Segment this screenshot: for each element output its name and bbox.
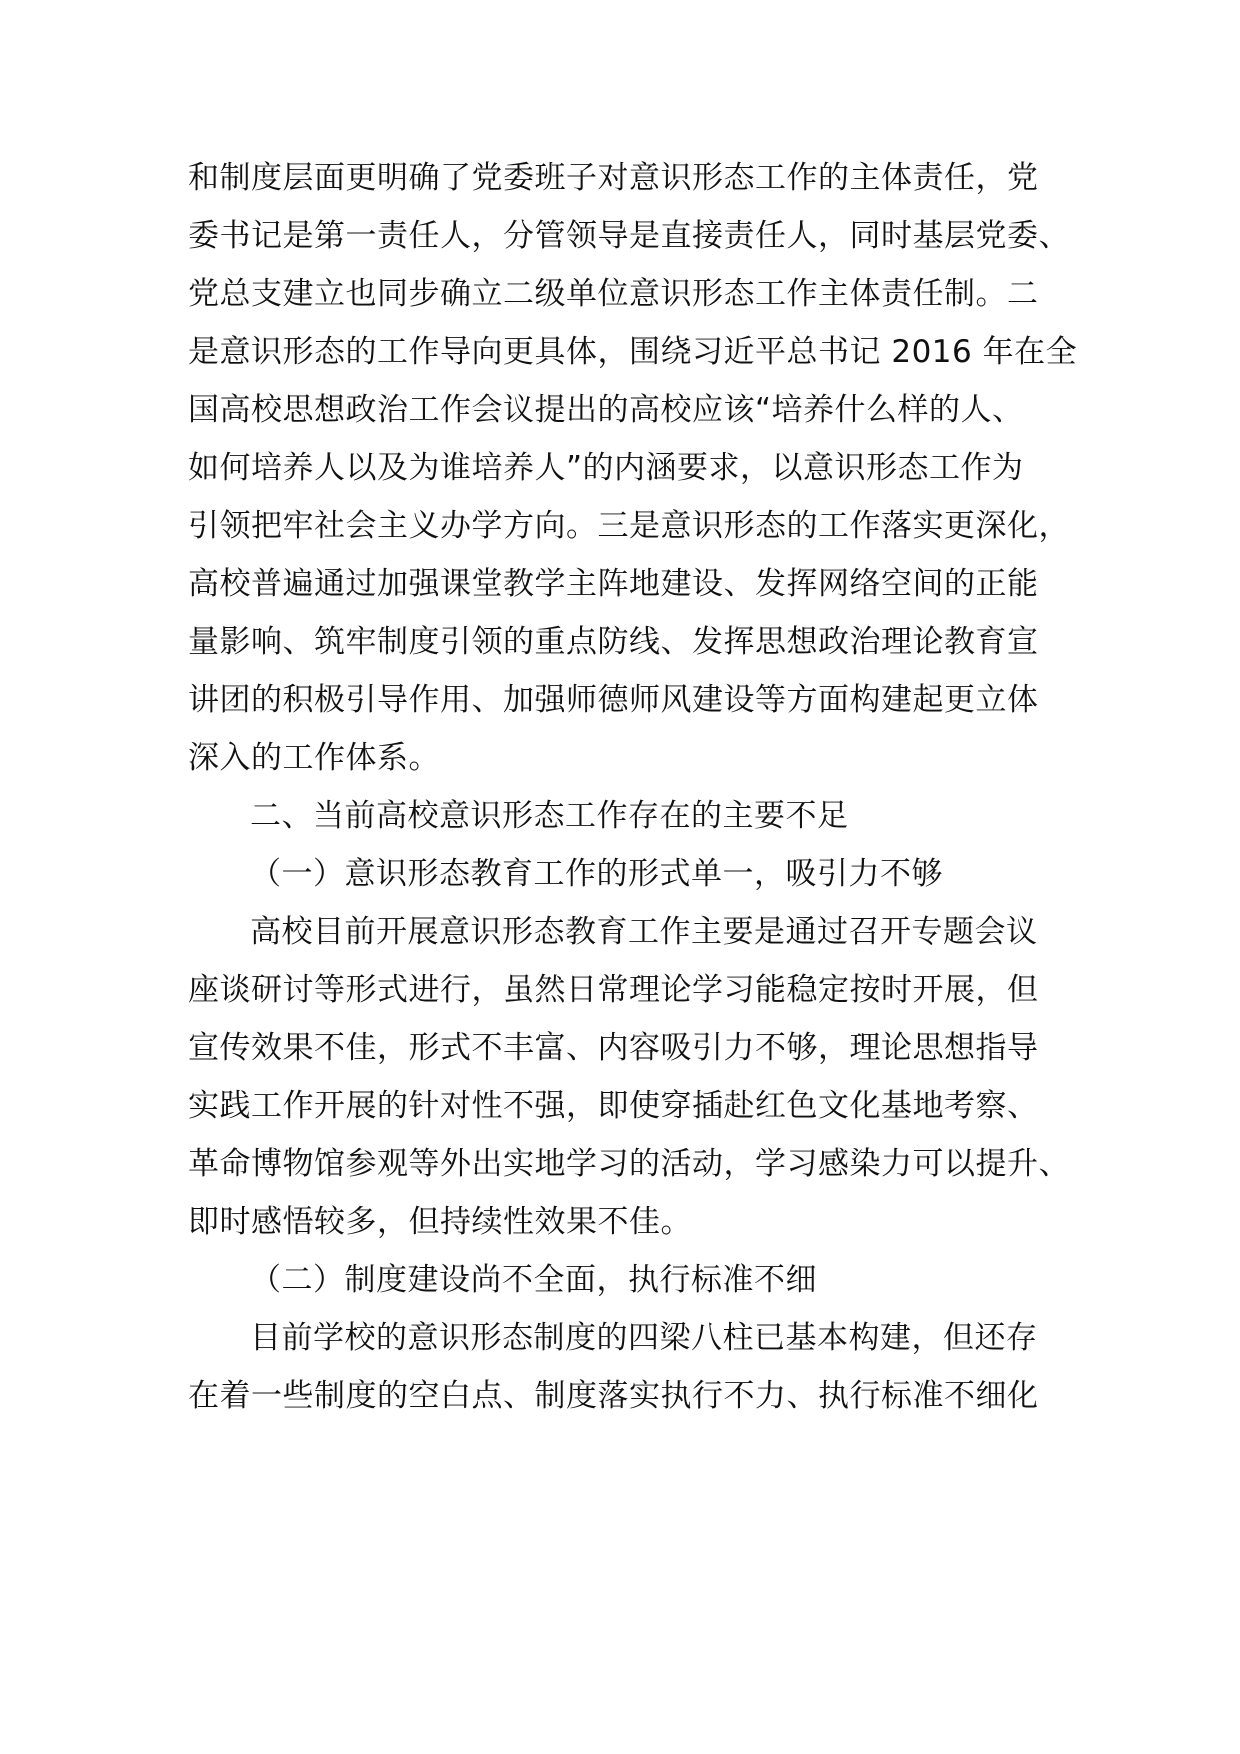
subsection-heading: （二）制度建设尚不全面，执行标准不细 — [250, 1262, 817, 1298]
paragraph-line: 讲团的积极引导作用、加强师德师风建设等方面构建起更立体 — [188, 682, 1039, 718]
paragraph-line: 委书记是第一责任人，分管领导是直接责任人，同时基层党委、 — [188, 218, 1070, 254]
paragraph-line: 是意识形态的工作导向更具体，围绕习近平总书记 2016 年在全 — [188, 334, 1078, 370]
subsection-heading: （一）意识形态教育工作的形式单一，吸引力不够 — [250, 856, 943, 892]
paragraph-line: 实践工作开展的针对性不强，即使穿插赴红色文化基地考察、 — [188, 1088, 1039, 1124]
paragraph-line: 国高校思想政治工作会议提出的高校应该“培养什么样的人、 — [188, 392, 1024, 428]
paragraph-line: 党总支建立也同步确立二级单位意识形态工作主体责任制。二 — [188, 276, 1039, 312]
paragraph-line: 深入的工作体系。 — [188, 740, 440, 776]
section-heading: 二、当前高校意识形态工作存在的主要不足 — [250, 798, 849, 834]
paragraph-line: 宣传效果不佳，形式不丰富、内容吸引力不够，理论思想指导 — [188, 1030, 1039, 1066]
paragraph-line: 座谈研讨等形式进行，虽然日常理论学习能稳定按时开展，但 — [188, 972, 1039, 1008]
paragraph-line: 即时感悟较多，但持续性效果不佳。 — [188, 1204, 692, 1240]
paragraph-line: 如何培养人以及为谁培养人”的内涵要求，以意识形态工作为 — [188, 450, 1024, 486]
paragraph-line: 革命博物馆参观等外出实地学习的活动，学习感染力可以提升、 — [188, 1146, 1070, 1182]
paragraph-line: 目前学校的意识形态制度的四梁八柱已基本构建，但还存 — [250, 1320, 1038, 1356]
paragraph-line: 和制度层面更明确了党委班子对意识形态工作的主体责任，党 — [188, 160, 1039, 196]
paragraph-line: 量影响、筑牢制度引领的重点防线、发挥思想政治理论教育宣 — [188, 624, 1039, 660]
paragraph-line: 在着一些制度的空白点、制度落实执行不力、执行标准不细化 — [188, 1378, 1039, 1414]
paragraph-line: 高校普遍通过加强课堂教学主阵地建设、发挥网络空间的正能 — [188, 566, 1039, 602]
paragraph-line: 高校目前开展意识形态教育工作主要是通过召开专题会议 — [250, 914, 1038, 950]
paragraph-line: 引领把牢社会主义办学方向。三是意识形态的工作落实更深化， — [188, 508, 1070, 544]
